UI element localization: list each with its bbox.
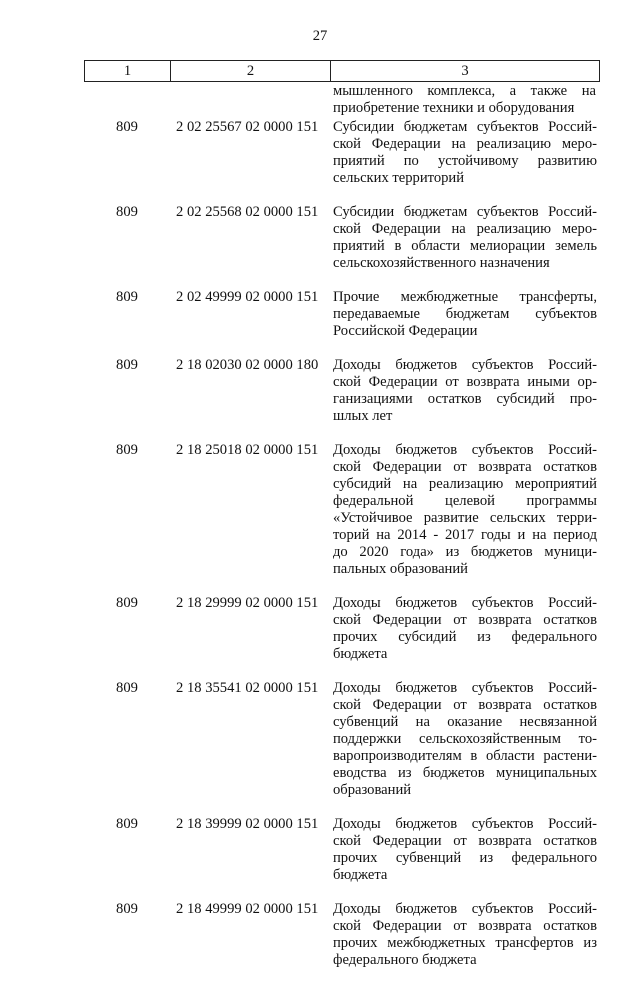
description-line: Субсидии бюджетам субъектов Россий-: [333, 119, 597, 135]
revenue-code: 2 18 02030 02 0000 180: [176, 357, 319, 373]
description-line: прочих субвенций из федерального: [333, 850, 597, 866]
description-line: ской Федерации от возврата остатков: [333, 833, 597, 849]
table-row: [84, 204, 600, 272]
revenue-code: 2 18 29999 02 0000 151: [176, 595, 319, 611]
admin-code: 809: [116, 119, 138, 135]
description-line: варопроизводителям в области растени-: [333, 748, 597, 764]
description-line: бюджета: [333, 867, 388, 883]
revenue-description: [333, 901, 597, 969]
revenue-description: [333, 595, 597, 663]
description-line: Доходы бюджетов субъектов Россий-: [333, 595, 597, 611]
description-line: торий на 2014 - 2017 годы и на период: [333, 527, 597, 543]
revenue-code: 2 18 49999 02 0000 151: [176, 901, 319, 917]
description-line: образований: [333, 782, 412, 798]
table-body: [84, 119, 600, 986]
description-line: мышленного комплекса, а также на: [333, 83, 596, 99]
description-line: ской Федерации на реализацию меро-: [333, 221, 597, 237]
description-line: субвенций на оказание несвязанной: [333, 714, 597, 730]
revenue-description: [333, 442, 597, 578]
description-line: ской Федерации от возврата остатков: [333, 612, 597, 628]
description-line: до 2020 года» из бюджетов муници-: [333, 544, 597, 560]
description-line: федеральной целевой программы: [333, 493, 597, 509]
table-row: [84, 289, 600, 340]
description-line: Прочие межбюджетные трансферты,: [333, 289, 597, 305]
page-number: 27: [312, 28, 328, 44]
admin-code: 809: [116, 901, 138, 917]
revenue-description: [333, 204, 597, 272]
table-row: [84, 680, 600, 799]
description-line: «Устойчивое развитие сельских терри-: [333, 510, 597, 526]
header-col-2: 2: [171, 61, 331, 81]
description-line: пальных образований: [333, 561, 468, 577]
table-row: [84, 595, 600, 663]
description-line: приятий по устойчивому развитию: [333, 153, 597, 169]
admin-code: 809: [116, 204, 138, 220]
description-line: Доходы бюджетов субъектов Россий-: [333, 680, 597, 696]
admin-code: 809: [116, 816, 138, 832]
description-line: федерального бюджета: [333, 952, 477, 968]
description-line: передаваемые бюджетам субъектов: [333, 306, 597, 322]
description-line: еводства из бюджетов муниципальных: [333, 765, 597, 781]
description-line: ской Федерации от возврата иными ор-: [333, 374, 597, 390]
description-line: прочих субсидий из федерального: [333, 629, 597, 645]
description-line: ской Федерации от возврата остатков: [333, 697, 597, 713]
description-line: Российской Федерации: [333, 323, 478, 339]
description-line: Субсидии бюджетам субъектов Россий-: [333, 204, 597, 220]
table-row: [84, 357, 600, 425]
revenue-code: 2 18 39999 02 0000 151: [176, 816, 319, 832]
description-line: Доходы бюджетов субъектов Россий-: [333, 442, 597, 458]
header-col-3: 3: [461, 63, 469, 79]
description-line: субсидий на реализацию мероприятий: [333, 476, 597, 492]
description-line: бюджета: [333, 646, 388, 662]
description-line: ганизациями остатков субсидий про-: [333, 391, 597, 407]
revenue-description: [333, 119, 597, 187]
description-line: прочих межбюджетных трансфертов из: [333, 935, 597, 951]
revenue-code: 2 18 25018 02 0000 151: [176, 442, 319, 458]
description-line: приобретение техники и оборудования: [333, 100, 575, 116]
revenue-code: 2 02 25568 02 0000 151: [176, 204, 319, 220]
description-line: ской Федерации от возврата остатков: [333, 918, 597, 934]
table-row: [84, 442, 600, 578]
description-line: Доходы бюджетов субъектов Россий-: [333, 901, 597, 917]
description-line: ской Федерации на реализацию меро-: [333, 136, 597, 152]
description-line: приятий в области мелиорации земель: [333, 238, 597, 254]
admin-code: 809: [116, 357, 138, 373]
description-line: шлых лет: [333, 408, 393, 424]
description-line: Доходы бюджетов субъектов Россий-: [333, 357, 597, 373]
revenue-description: [333, 816, 597, 884]
description-line: сельскохозяйственного назначения: [333, 255, 550, 271]
admin-code: 809: [116, 595, 138, 611]
description-line: сельских территорий: [333, 170, 465, 186]
revenue-code: 2 02 49999 02 0000 151: [176, 289, 319, 305]
revenue-code: 2 02 25567 02 0000 151: [176, 119, 319, 135]
table-header: [84, 60, 600, 82]
description-line: поддержки сельскохозяйственным то-: [333, 731, 597, 747]
header-col-1: 1: [85, 61, 171, 81]
table-row: [84, 816, 600, 884]
revenue-code: 2 18 35541 02 0000 151: [176, 680, 319, 696]
admin-code: 809: [116, 680, 138, 696]
revenue-description: [333, 289, 597, 340]
continued-description: [333, 83, 596, 117]
revenue-description: [333, 357, 597, 425]
table-row: [84, 901, 600, 969]
table-row: [84, 119, 600, 187]
description-line: ской Федерации от возврата остатков: [333, 459, 597, 475]
admin-code: 809: [116, 289, 138, 305]
admin-code: 809: [116, 442, 138, 458]
revenue-description: [333, 680, 597, 799]
description-line: Доходы бюджетов субъектов Россий-: [333, 816, 597, 832]
